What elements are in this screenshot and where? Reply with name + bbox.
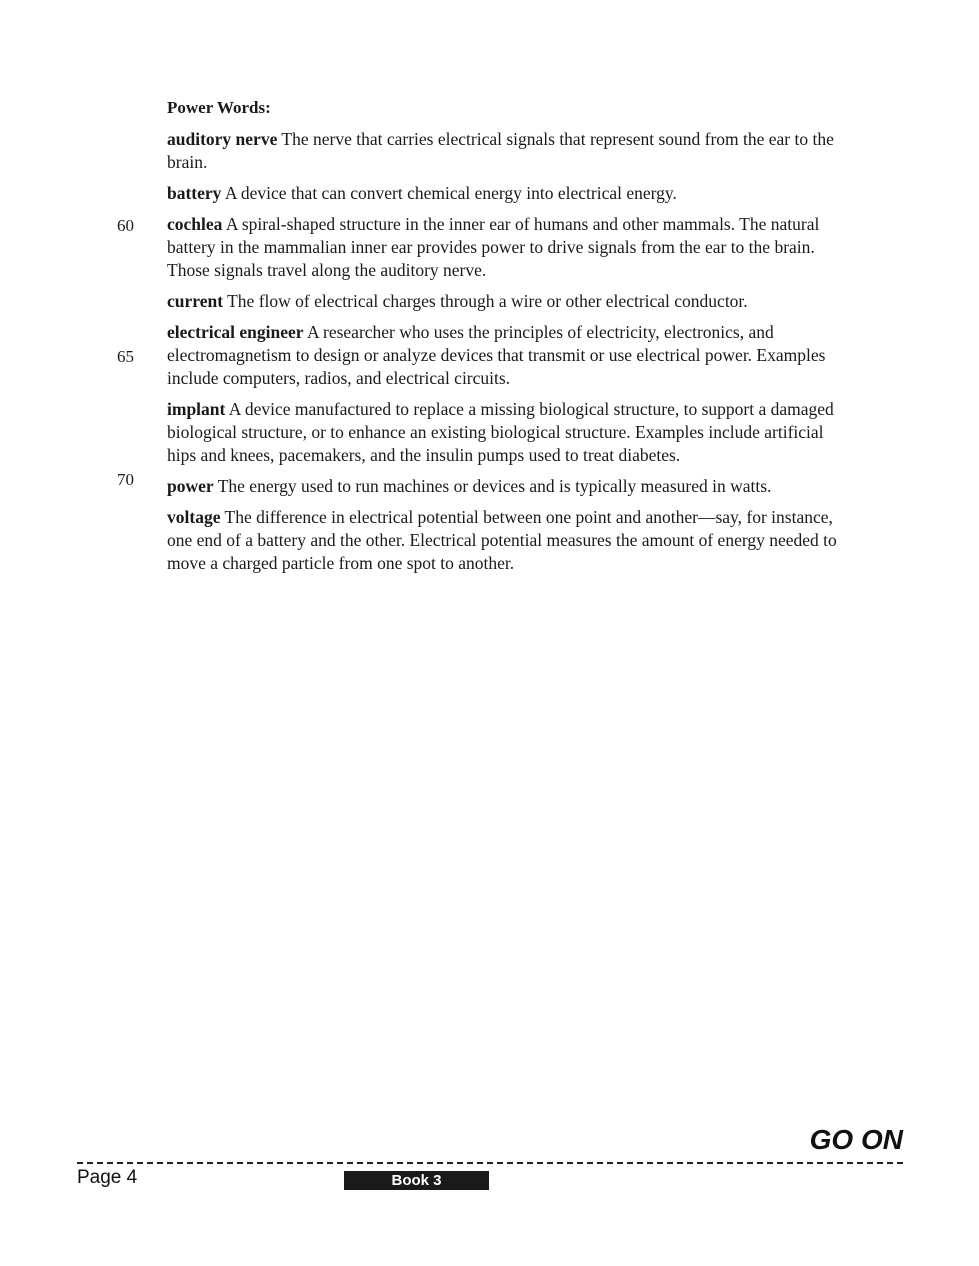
glossary-entry [167,398,857,467]
glossary-term: implant [167,399,226,419]
glossary-definition: The nerve that carries electrical signals that represent sound from the ear to the brain. [167,129,834,172]
book-label: Book 3 [344,1171,489,1190]
glossary-term: electrical engineer [167,322,304,342]
glossary-definition: A device manufactured to replace a missing biological structure, to support a damaged biological structure, or to enhance an existing biological structure. Examples include artificial hips and knees, pacemakers, and the insulin pumps used to treat diabetes. [167,399,834,465]
line-number-65: 65 [117,347,134,366]
glossary-definition: The energy used to run machines or devices and is typically measured in watts. [217,476,772,496]
glossary-definition: The difference in electrical potential between one point and another—say, for instance, one end of a battery and the other. Electrical potential measures the amount of energy needed to move a charged particle from one spot to another. [167,507,837,573]
glossary-term: cochlea [167,214,223,234]
glossary-definition: A spiral-shaped structure in the inner ear of humans and other mammals. The natural battery in the mammalian inner ear provides power to drive signals from the ear to the brain. Those signals travel along the auditory nerve. [167,214,820,280]
glossary-entry [167,182,857,205]
glossary-entry [167,321,857,390]
page-number: Page 4 [77,1167,138,1188]
glossary-term: voltage [167,507,221,527]
glossary-term: battery [167,183,222,203]
glossary-definition: The flow of electrical charges through a wire or other electrical conductor. [227,291,748,311]
glossary-term: auditory nerve [167,129,278,149]
glossary-entry [167,128,857,174]
section-title: Power Words: [167,98,271,117]
glossary-entry [167,475,857,498]
glossary-entry [167,213,857,282]
footer-divider [77,1162,903,1164]
glossary-list [167,128,857,583]
line-number-70: 70 [117,470,134,489]
line-number-60: 60 [117,216,134,235]
glossary-entry [167,506,857,575]
glossary-term: power [167,476,214,496]
glossary-term: current [167,291,224,311]
go-on-label: GO ON [809,1124,903,1155]
glossary-definition: A researcher who uses the principles of electricity, electronics, and electromagnetism to design or analyze devices that transmit or use electrical power. Examples include computers, radios, and electrical circuits. [167,322,826,388]
glossary-definition: A device that can convert chemical energy into electrical energy. [224,183,677,203]
glossary-entry [167,290,857,313]
